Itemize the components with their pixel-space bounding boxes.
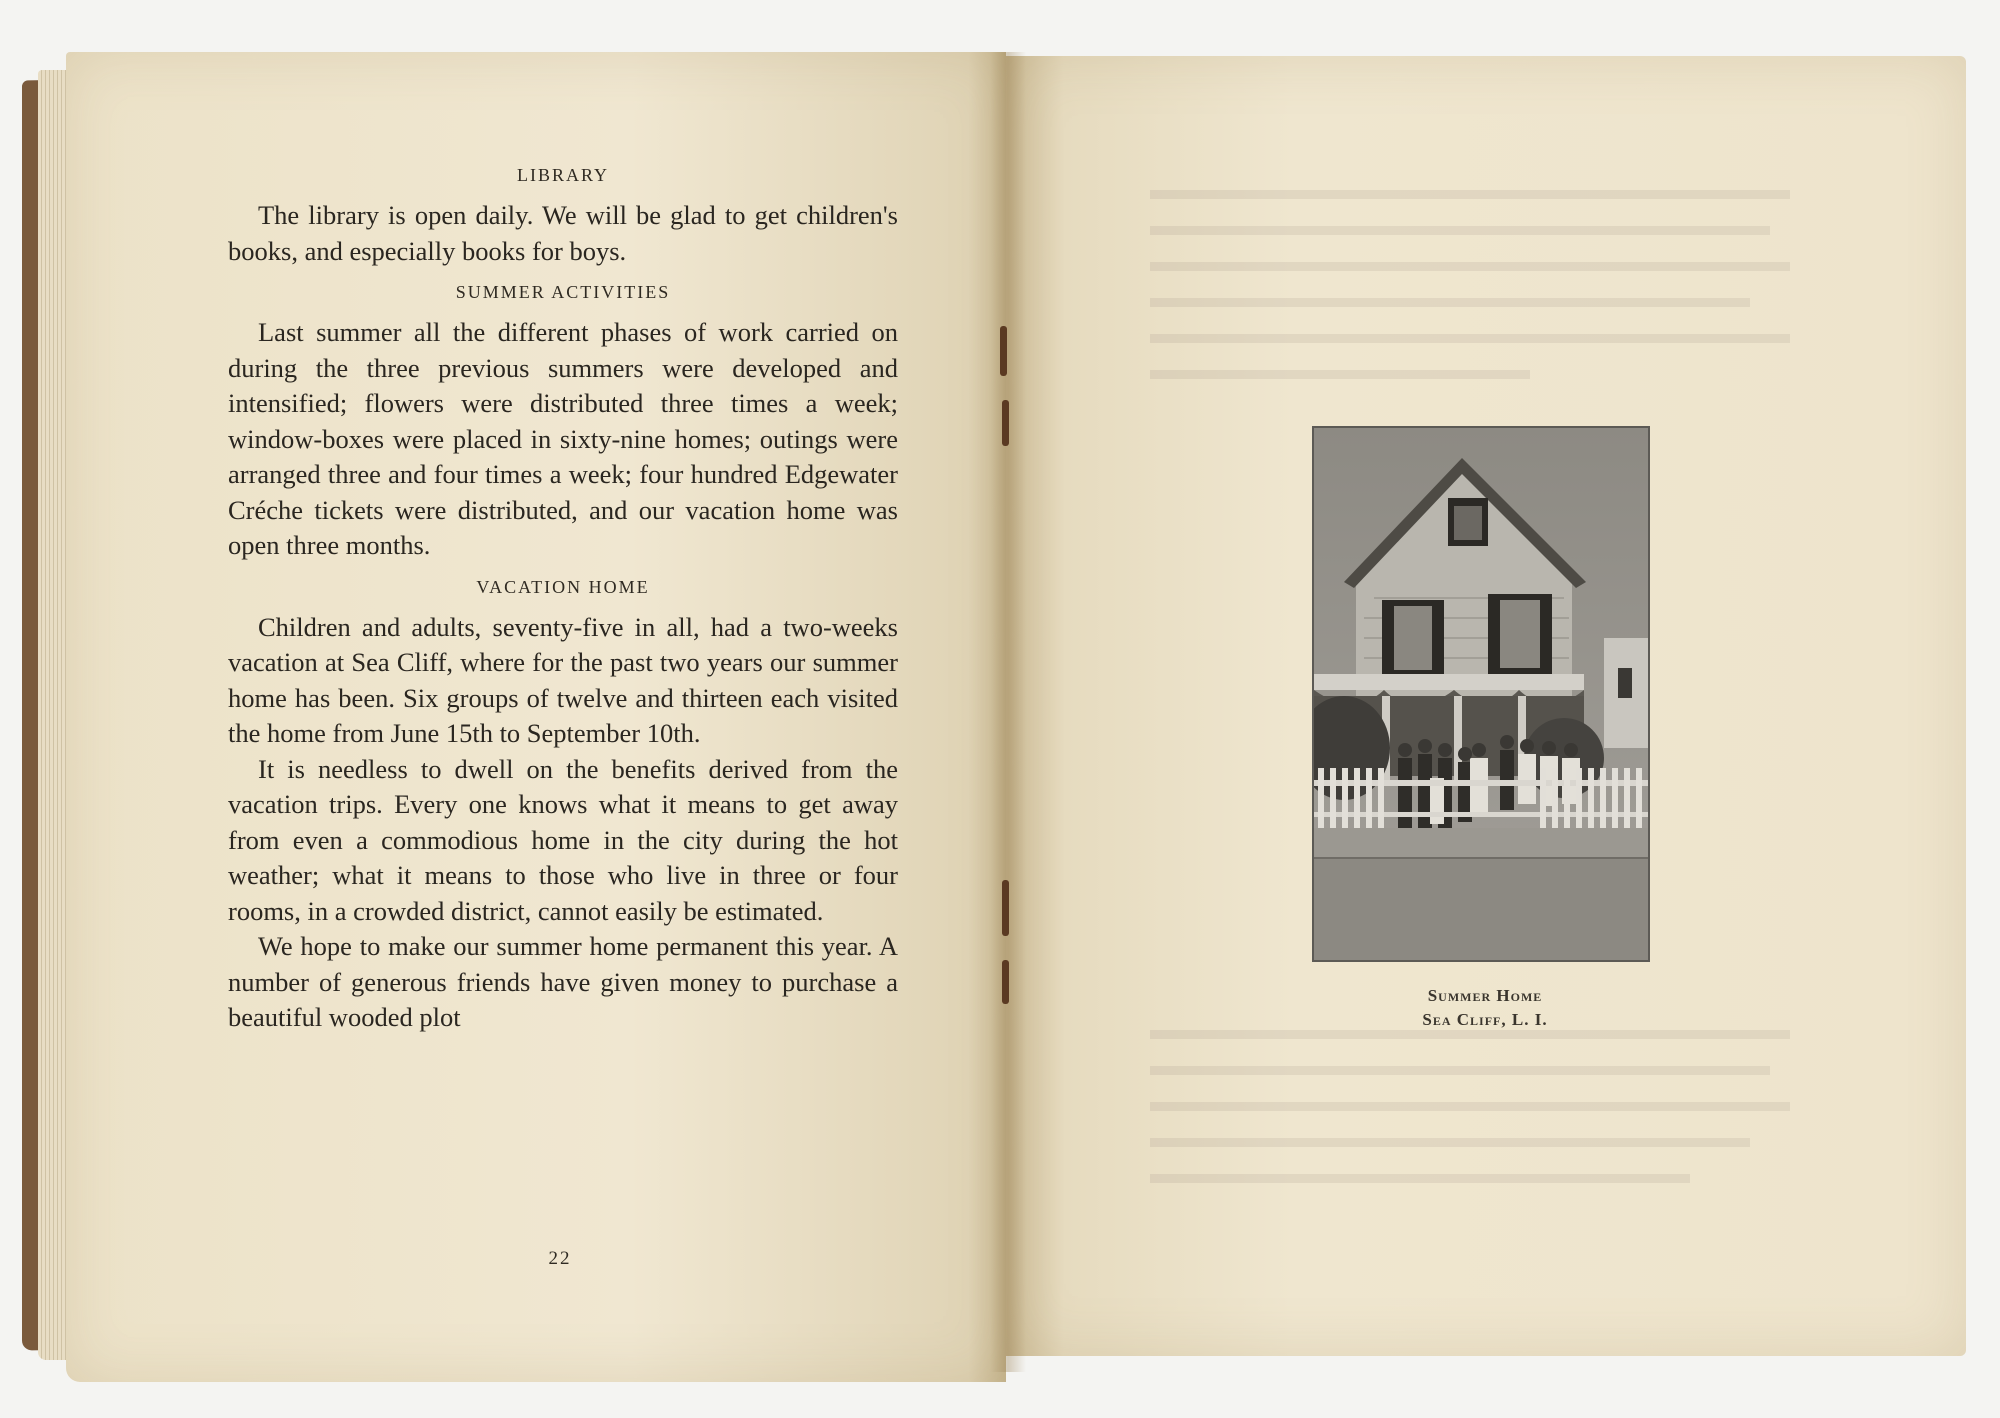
vacation-home-heading: VACATION HOME (476, 576, 650, 597)
house-photo-illustration (1314, 428, 1648, 960)
binding-stitch (1000, 326, 1007, 376)
show-through-text (1150, 226, 1770, 235)
binding-stitch (1002, 960, 1009, 1004)
permanent-home-paragraph: We hope to make our summer home permanent this year. A number of generous friends have given money to purchase a beautiful wooded plot (228, 931, 898, 1032)
show-through-text (1150, 1102, 1790, 1111)
show-through-text (1150, 190, 1790, 199)
show-through-text (1150, 1066, 1770, 1075)
summer-activities-paragraph: Last summer all the different phases of work carried on during the three previous summers were developed and intensified; flowers were distributed three times a week; window-boxes were placed in sixty-nine homes; outings were arranged three and four times a week; four hundred Edgewater Créche tickets were distributed, and our vacation home was open three months. (228, 317, 898, 560)
library-heading: LIBRARY (516, 165, 609, 185)
caption-line-2: Sea Cliff, L. I. (1422, 1010, 1548, 1029)
show-through-text (1150, 1138, 1750, 1147)
binding-stitch (1002, 880, 1009, 936)
show-through-text (1150, 1174, 1690, 1183)
book-gutter (990, 52, 1026, 1372)
binding-stitch (1002, 400, 1009, 446)
show-through-text (1150, 370, 1530, 379)
photo-caption (1380, 984, 1590, 1032)
show-through-text (1150, 298, 1750, 307)
show-through-text (1150, 334, 1790, 343)
library-paragraph: The library is open daily. We will be glad to get children's books, and especially books for boys. (228, 200, 898, 266)
left-page-text-column (228, 160, 898, 1036)
benefits-paragraph: It is needless to dwell on the benefits derived from the vacation trips. Every one knows what it means to get away from even a commodious home in the city during the hot weather; what it means to those who live in three or four rooms, in a crowded district, cannot easily be estimated. (228, 753, 898, 926)
summer-activities-heading: SUMMER ACTIVITIES (455, 282, 671, 302)
vacation-home-paragraph: Children and adults, seventy-five in all, had a two-weeks vacation at Sea Cliff, where for the past two years our summer home has been. Six groups of twelve and thirteen each visited the home from June 15th to September 10th. (228, 611, 898, 748)
show-through-text (1150, 262, 1790, 271)
page-number: 22 (548, 1248, 572, 1269)
summer-home-photograph (1312, 426, 1650, 962)
caption-line-1: Summer Home (1427, 986, 1543, 1005)
